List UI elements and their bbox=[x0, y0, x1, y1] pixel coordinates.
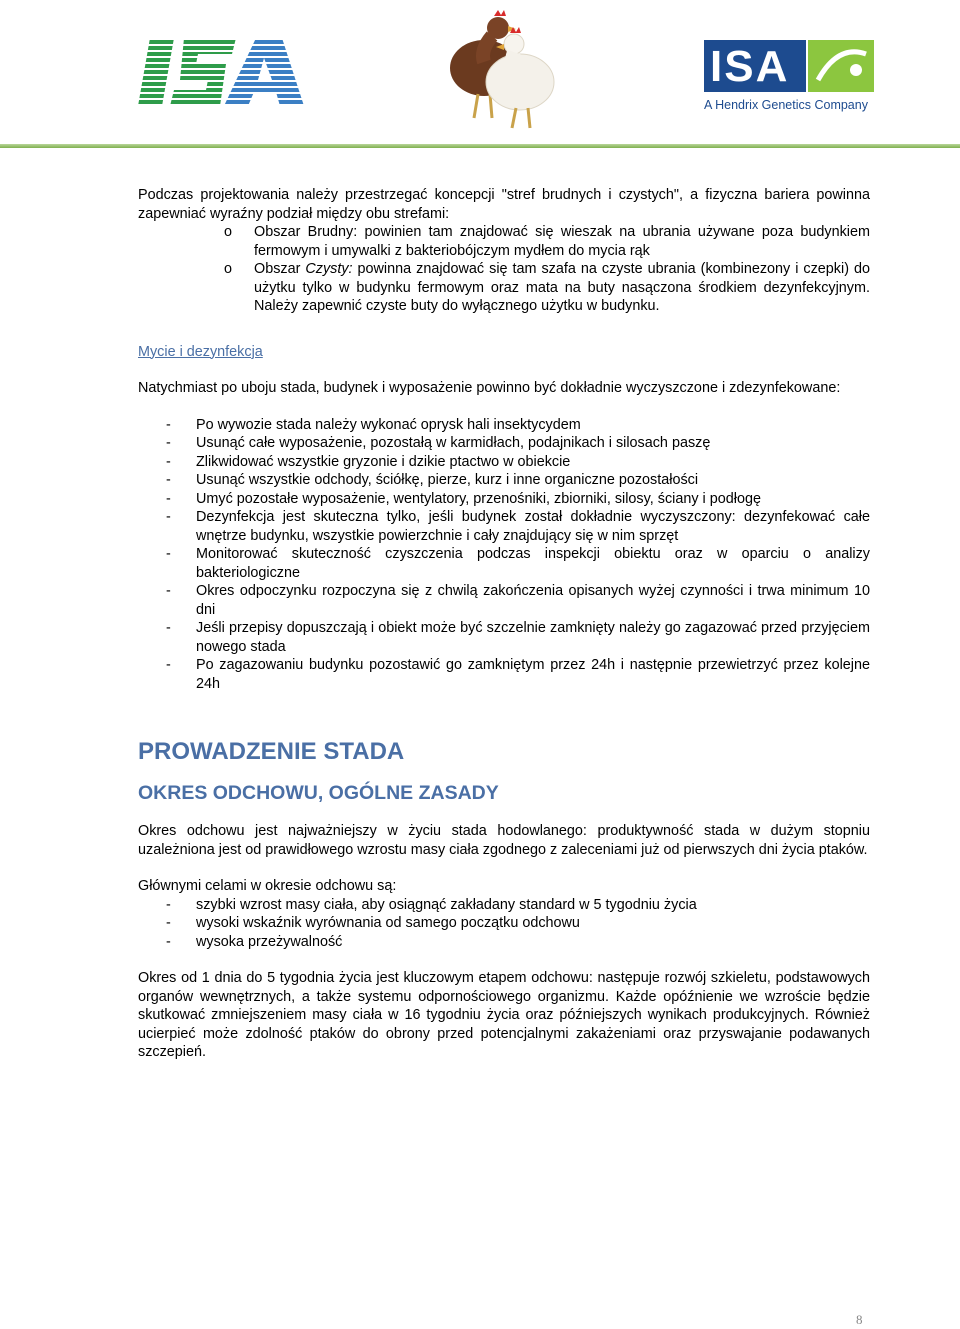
list-item-text: Po zagazowaniu budynku pozostawić go zamkniętym przez 24h i następnie przewietrzyć przez kolejne 24h bbox=[196, 657, 870, 692]
list-item-text: Dezynfekcja jest skuteczna tylko, jeśli budynek został dokładnie wyczyszczony: dezynfekować całe wnętrze budynku, wszystkie powierzchnie i cały znajdujący się w nim sprzęt bbox=[196, 509, 870, 544]
header-divider bbox=[0, 144, 960, 148]
list-item bbox=[166, 933, 870, 952]
logo-isa-text: ISA bbox=[710, 42, 790, 91]
list-item bbox=[166, 582, 870, 619]
section-subtitle: OKRES ODCHOWU, OGÓLNE ZASADY bbox=[138, 782, 499, 804]
dash-marker: - bbox=[166, 915, 171, 931]
list-item-text: szybki wzrost masy ciała, aby osiągnąć zakładany standard w 5 tygodniu życia bbox=[196, 896, 697, 913]
logo-blue-block bbox=[704, 40, 806, 92]
list-item bbox=[224, 223, 870, 260]
section-title: PROWADZENIE STADA bbox=[138, 738, 405, 765]
isa-hendrix-logo bbox=[704, 40, 876, 124]
list-item bbox=[166, 471, 870, 490]
list-item-label: Obszar bbox=[254, 261, 306, 277]
hens-illustration bbox=[440, 6, 560, 132]
swoosh-icon bbox=[808, 40, 874, 92]
list-item bbox=[166, 896, 870, 915]
list-item bbox=[166, 914, 870, 933]
dash-marker: - bbox=[166, 546, 171, 562]
goals-intro: Głównymi celami w okresie odchowu są: bbox=[138, 878, 397, 894]
list-item-text: Jeśli przepisy dopuszczają i obiekt może być szczelnie zamknięty należy go zagazować przed przyjęciem nowego stada bbox=[196, 620, 870, 655]
list-item-text: wysoka przeżywalność bbox=[196, 933, 343, 950]
dash-marker: - bbox=[166, 472, 171, 488]
dash-marker: - bbox=[166, 583, 171, 599]
dash-marker: - bbox=[166, 896, 171, 913]
dash-marker: - bbox=[166, 416, 171, 433]
list-item-italic: Czysty: bbox=[305, 261, 353, 277]
list-item bbox=[166, 656, 870, 693]
list-item bbox=[166, 508, 870, 545]
list-item bbox=[166, 619, 870, 656]
dash-marker: - bbox=[166, 435, 171, 451]
zones-list bbox=[138, 223, 870, 316]
dash-marker: - bbox=[166, 509, 171, 525]
cleaning-heading-link[interactable]: Mycie i dezynfekcja bbox=[138, 343, 263, 360]
list-item bbox=[224, 260, 870, 316]
dash-marker: - bbox=[166, 933, 171, 950]
intro-paragraph: Podczas projektowania należy przestrzegać koncepcji "stref brudnych i czystych", a fizyczna bariera powinna zapewniać wyraźny podział między obu strefami: bbox=[138, 187, 870, 222]
rearing-paragraph: Okres odchowu jest najważniejszy w życiu stada hodowlanego: produktywność stada w dużym stopniu uzależniona jest od prawidłowego wzrostu masy ciała zgodnego z zaleceniami już od pierwszych dni życia ptaków. bbox=[138, 823, 870, 858]
list-item-text: Monitorować skuteczność czyszczenia podczas inspekcji obiektu oraz w oparciu o analizy bakteriologiczne bbox=[196, 546, 870, 581]
list-item bbox=[166, 416, 870, 435]
bullet-marker: o bbox=[224, 261, 233, 277]
list-item-text: Okres odpoczynku rozpoczyna się z chwilą zakończenia opisanych wyżej czynności i trwa minimum 10 dni bbox=[196, 583, 870, 618]
list-item-text: Zlikwidować wszystkie gryzonie i dzikie ptactwo w obiekcie bbox=[196, 453, 571, 470]
logo-tagline: A Hendrix Genetics Company bbox=[704, 98, 868, 112]
logo-green-block bbox=[808, 40, 874, 92]
dash-marker: - bbox=[166, 657, 171, 673]
dash-marker: - bbox=[166, 490, 171, 507]
cleaning-paragraph: Natychmiast po uboju stada, budynek i wyposażenie powinno być dokładnie wyczyszczone i zdezynfekowane: bbox=[138, 380, 841, 396]
list-item-text: powinna znajdować się tam szafa na czyste ubrania (kombinezony i czepki) do użytku tylko w budynku fermowym oraz mata na buty nasączona środkiem dezynfekcyjnym. Należy zapewnić czyste buty do wyłącznego użytku w budynku. bbox=[254, 261, 870, 314]
goals-list bbox=[138, 896, 870, 952]
page-number: 8 bbox=[856, 1312, 863, 1327]
page-header bbox=[0, 0, 960, 150]
bullet-marker: o bbox=[224, 224, 233, 240]
list-item-text: Usunąć całe wyposażenie, pozostałą w karmidłach, podajnikach i silosach paszę bbox=[196, 435, 711, 451]
list-item-text: Obszar Brudny: powinien tam znajdować się wieszak na ubrania używane poza budynkiem fermowym i umywalki z bakteriobójczym mydłem do mycia rąk bbox=[254, 224, 870, 259]
list-item-text: Umyć pozostałe wyposażenie, wentylatory, przenośniki, zbiorniki, silosy, ściany i podłogę bbox=[196, 490, 761, 507]
list-item-text: Usunąć wszystkie odchody, ściółkę, pierze, kurz i inne organiczne pozostałości bbox=[196, 472, 699, 488]
list-item bbox=[166, 545, 870, 582]
page-content bbox=[138, 186, 870, 1062]
list-item-text: Po wywozie stada należy wykonać oprysk hali insektycydem bbox=[196, 416, 581, 433]
cleaning-steps-list bbox=[138, 416, 870, 694]
dash-marker: - bbox=[166, 620, 171, 636]
list-item bbox=[166, 434, 870, 453]
isa-striped-logo bbox=[136, 34, 306, 110]
list-item bbox=[166, 490, 870, 509]
list-item bbox=[166, 453, 870, 472]
development-paragraph: Okres od 1 dnia do 5 tygodnia życia jest kluczowym etapem odchowu: następuje rozwój szkieletu, podstawowych organów wewnętrznych, a także systemu odpornościowego organizmu. Każde opóźnienie we wzroście będzie skutkować zmniejszeniem masy ciała w 16 tygodniu życia oraz późniejszych wynikach produkcyjnych. Również ucierpieć może zdolność ptaków do obrony przed potencjalnymi zakażeniami oraz przyswajanie podawanych szczepień. bbox=[138, 970, 870, 1060]
list-item-text: wysoki wskaźnik wyrównania od samego początku odchowu bbox=[196, 915, 580, 931]
dash-marker: - bbox=[166, 453, 171, 470]
